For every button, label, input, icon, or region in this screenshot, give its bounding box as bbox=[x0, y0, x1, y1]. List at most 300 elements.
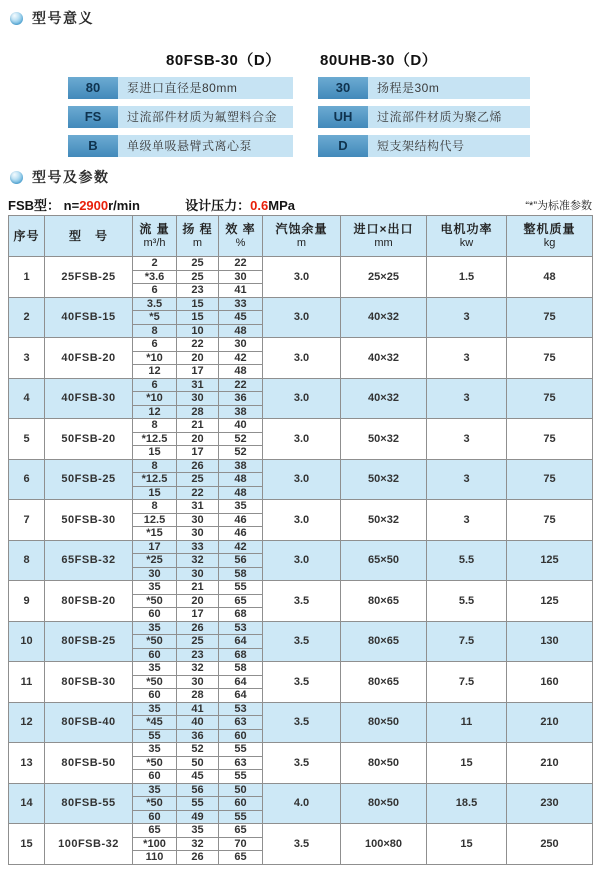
cell-npsh: 3.0 bbox=[263, 540, 341, 581]
col-serial: 序号 bbox=[9, 216, 45, 257]
cell-eff: 46 bbox=[219, 527, 263, 541]
cell-eff: 38 bbox=[219, 459, 263, 473]
cell-weight: 230 bbox=[507, 783, 593, 824]
cell-flow: *100 bbox=[133, 837, 177, 851]
cell-head: 36 bbox=[177, 729, 219, 743]
cell-power: 3 bbox=[427, 338, 507, 379]
cell-npsh: 3.5 bbox=[263, 581, 341, 622]
cell-ports: 50×32 bbox=[341, 459, 427, 500]
cell-power: 5.5 bbox=[427, 581, 507, 622]
cell-serial: 6 bbox=[9, 459, 45, 500]
row-group bbox=[9, 378, 593, 419]
cell-serial: 2 bbox=[9, 297, 45, 338]
cell-eff: 42 bbox=[219, 351, 263, 365]
cell-flow: 35 bbox=[133, 581, 177, 595]
cell-flow: *50 bbox=[133, 594, 177, 608]
cell-eff: 48 bbox=[219, 486, 263, 500]
col-head: 扬 程 m bbox=[177, 216, 219, 257]
section-bullet-icon bbox=[10, 12, 23, 25]
cell-eff: 55 bbox=[219, 810, 263, 824]
section-title: 型号及参数 bbox=[32, 169, 110, 185]
sub-row bbox=[9, 743, 593, 757]
cell-eff: 70 bbox=[219, 837, 263, 851]
cell-flow: 35 bbox=[133, 743, 177, 757]
cell-power: 5.5 bbox=[427, 540, 507, 581]
legend-description: 泵进口直径是80mm bbox=[118, 77, 293, 99]
cell-flow: 35 bbox=[133, 621, 177, 635]
cell-npsh: 3.0 bbox=[263, 257, 341, 298]
row-group bbox=[9, 540, 593, 581]
cell-serial: 7 bbox=[9, 500, 45, 541]
cell-flow: *15 bbox=[133, 527, 177, 541]
col-npsh: 汽蚀余量 m bbox=[263, 216, 341, 257]
cell-ports: 50×32 bbox=[341, 500, 427, 541]
cell-model: 100FSB-32 bbox=[45, 824, 133, 865]
cell-eff: 65 bbox=[219, 851, 263, 865]
cell-weight: 75 bbox=[507, 500, 593, 541]
cell-npsh: 3.0 bbox=[263, 378, 341, 419]
cell-eff: 58 bbox=[219, 567, 263, 581]
cell-serial: 10 bbox=[9, 621, 45, 662]
legend-code-box: 80 bbox=[68, 77, 118, 99]
cell-weight: 210 bbox=[507, 702, 593, 743]
cell-eff: 46 bbox=[219, 513, 263, 527]
cell-head: 30 bbox=[177, 567, 219, 581]
legend-code-box: B bbox=[68, 135, 118, 157]
cell-serial: 11 bbox=[9, 662, 45, 703]
sub-row bbox=[9, 662, 593, 676]
cell-serial: 5 bbox=[9, 419, 45, 460]
cell-head: 10 bbox=[177, 324, 219, 338]
row-group bbox=[9, 257, 593, 298]
cell-flow: 35 bbox=[133, 662, 177, 676]
cell-npsh: 3.0 bbox=[263, 459, 341, 500]
header-row bbox=[9, 216, 593, 257]
cell-weight: 210 bbox=[507, 743, 593, 784]
cell-ports: 65×50 bbox=[341, 540, 427, 581]
section-params-header bbox=[10, 167, 110, 187]
section-model-meaning-header bbox=[10, 8, 94, 28]
cell-flow: 6 bbox=[133, 338, 177, 352]
cell-head: 17 bbox=[177, 446, 219, 460]
cell-power: 11 bbox=[427, 702, 507, 743]
cell-weight: 75 bbox=[507, 297, 593, 338]
col-ports: 进口×出口 mm bbox=[341, 216, 427, 257]
cell-flow: 60 bbox=[133, 810, 177, 824]
sub-row bbox=[9, 378, 593, 392]
cell-flow: 8 bbox=[133, 500, 177, 514]
cell-model: 40FSB-15 bbox=[45, 297, 133, 338]
cell-weight: 75 bbox=[507, 419, 593, 460]
cell-flow: 110 bbox=[133, 851, 177, 865]
sub-row bbox=[9, 702, 593, 716]
cell-eff: 55 bbox=[219, 770, 263, 784]
cell-eff: 64 bbox=[219, 675, 263, 689]
cell-eff: 35 bbox=[219, 500, 263, 514]
cell-ports: 100×80 bbox=[341, 824, 427, 865]
cell-head: 35 bbox=[177, 824, 219, 838]
cell-head: 20 bbox=[177, 432, 219, 446]
row-group bbox=[9, 459, 593, 500]
cell-serial: 1 bbox=[9, 257, 45, 298]
sub-row bbox=[9, 419, 593, 433]
cell-head: 40 bbox=[177, 716, 219, 730]
cell-model: 40FSB-30 bbox=[45, 378, 133, 419]
cell-head: 28 bbox=[177, 405, 219, 419]
cell-head: 15 bbox=[177, 311, 219, 325]
row-group bbox=[9, 621, 593, 662]
cell-weight: 125 bbox=[507, 540, 593, 581]
cell-model: 65FSB-32 bbox=[45, 540, 133, 581]
sub-row bbox=[9, 621, 593, 635]
cell-eff: 42 bbox=[219, 540, 263, 554]
cell-eff: 52 bbox=[219, 446, 263, 460]
cell-eff: 68 bbox=[219, 648, 263, 662]
cell-flow: 8 bbox=[133, 419, 177, 433]
cell-head: 25 bbox=[177, 257, 219, 271]
legend-column-uhb bbox=[318, 77, 530, 164]
cell-ports: 80×65 bbox=[341, 621, 427, 662]
sub-row bbox=[9, 824, 593, 838]
cell-head: 41 bbox=[177, 702, 219, 716]
cell-npsh: 3.5 bbox=[263, 743, 341, 784]
cell-eff: 64 bbox=[219, 689, 263, 703]
cell-flow: *50 bbox=[133, 797, 177, 811]
cell-head: 22 bbox=[177, 338, 219, 352]
cell-serial: 15 bbox=[9, 824, 45, 865]
cell-flow: 12.5 bbox=[133, 513, 177, 527]
cell-eff: 45 bbox=[219, 311, 263, 325]
cell-eff: 53 bbox=[219, 702, 263, 716]
cell-ports: 40×32 bbox=[341, 297, 427, 338]
cell-eff: 48 bbox=[219, 473, 263, 487]
cell-serial: 12 bbox=[9, 702, 45, 743]
cell-model: 80FSB-40 bbox=[45, 702, 133, 743]
cell-eff: 56 bbox=[219, 554, 263, 568]
cell-head: 30 bbox=[177, 392, 219, 406]
cell-head: 49 bbox=[177, 810, 219, 824]
cell-head: 26 bbox=[177, 459, 219, 473]
legend-row bbox=[318, 77, 530, 99]
model-heading-uhb: 80UHB-30（D） bbox=[320, 52, 438, 69]
row-group bbox=[9, 338, 593, 379]
cell-head: 56 bbox=[177, 783, 219, 797]
spec-table bbox=[8, 215, 593, 865]
cell-eff: 48 bbox=[219, 365, 263, 379]
cell-head: 23 bbox=[177, 284, 219, 298]
cell-ports: 80×65 bbox=[341, 581, 427, 622]
cell-flow: *10 bbox=[133, 392, 177, 406]
cell-head: 25 bbox=[177, 473, 219, 487]
cell-eff: 65 bbox=[219, 594, 263, 608]
sub-row bbox=[9, 338, 593, 352]
cell-ports: 80×65 bbox=[341, 662, 427, 703]
cell-model: 80FSB-20 bbox=[45, 581, 133, 622]
cell-head: 20 bbox=[177, 351, 219, 365]
cell-head: 22 bbox=[177, 486, 219, 500]
cell-flow: 8 bbox=[133, 459, 177, 473]
params-line bbox=[8, 195, 592, 213]
cell-head: 32 bbox=[177, 837, 219, 851]
cell-flow: 15 bbox=[133, 486, 177, 500]
cell-model: 80FSB-25 bbox=[45, 621, 133, 662]
cell-power: 7.5 bbox=[427, 662, 507, 703]
pressure-label: 设计压力： bbox=[185, 198, 251, 213]
legend-description: 短支架结构代号 bbox=[368, 135, 530, 157]
cell-power: 1.5 bbox=[427, 257, 507, 298]
cell-eff: 48 bbox=[219, 324, 263, 338]
cell-eff: 22 bbox=[219, 257, 263, 271]
cell-flow: *12.5 bbox=[133, 473, 177, 487]
legend-row bbox=[318, 106, 530, 128]
cell-eff: 36 bbox=[219, 392, 263, 406]
cell-flow: 30 bbox=[133, 567, 177, 581]
cell-eff: 53 bbox=[219, 621, 263, 635]
cell-npsh: 3.0 bbox=[263, 297, 341, 338]
cell-head: 25 bbox=[177, 270, 219, 284]
cell-eff: 60 bbox=[219, 797, 263, 811]
cell-eff: 65 bbox=[219, 824, 263, 838]
cell-power: 3 bbox=[427, 297, 507, 338]
legend-code-box: FS bbox=[68, 106, 118, 128]
cell-flow: 17 bbox=[133, 540, 177, 554]
cell-model: 80FSB-55 bbox=[45, 783, 133, 824]
pressure-value: 0.6 bbox=[250, 198, 269, 213]
row-group bbox=[9, 783, 593, 824]
cell-flow: *50 bbox=[133, 756, 177, 770]
legend-row bbox=[68, 106, 293, 128]
cell-head: 30 bbox=[177, 675, 219, 689]
cell-npsh: 3.5 bbox=[263, 662, 341, 703]
row-group bbox=[9, 702, 593, 743]
cell-serial: 9 bbox=[9, 581, 45, 622]
cell-head: 31 bbox=[177, 500, 219, 514]
sub-row bbox=[9, 783, 593, 797]
legend-column-fsb bbox=[68, 77, 293, 164]
cell-ports: 80×50 bbox=[341, 783, 427, 824]
cell-flow: *5 bbox=[133, 311, 177, 325]
cell-eff: 63 bbox=[219, 756, 263, 770]
legend-code-box: UH bbox=[318, 106, 368, 128]
cell-eff: 40 bbox=[219, 419, 263, 433]
cell-head: 32 bbox=[177, 554, 219, 568]
row-group bbox=[9, 297, 593, 338]
sub-row bbox=[9, 257, 593, 271]
cell-npsh: 3.0 bbox=[263, 419, 341, 460]
cell-head: 52 bbox=[177, 743, 219, 757]
cell-eff: 22 bbox=[219, 378, 263, 392]
pump-type-label: FSB型： bbox=[8, 198, 61, 213]
cell-serial: 14 bbox=[9, 783, 45, 824]
cell-head: 20 bbox=[177, 594, 219, 608]
cell-head: 17 bbox=[177, 608, 219, 622]
speed-prefix: n= bbox=[63, 198, 80, 213]
cell-weight: 48 bbox=[507, 257, 593, 298]
sub-row bbox=[9, 297, 593, 311]
cell-eff: 30 bbox=[219, 270, 263, 284]
cell-model: 40FSB-20 bbox=[45, 338, 133, 379]
cell-model: 25FSB-25 bbox=[45, 257, 133, 298]
cell-flow: *45 bbox=[133, 716, 177, 730]
cell-power: 15 bbox=[427, 743, 507, 784]
cell-eff: 38 bbox=[219, 405, 263, 419]
cell-head: 55 bbox=[177, 797, 219, 811]
cell-flow: 35 bbox=[133, 702, 177, 716]
cell-eff: 68 bbox=[219, 608, 263, 622]
cell-eff: 55 bbox=[219, 581, 263, 595]
sub-row bbox=[9, 459, 593, 473]
cell-head: 26 bbox=[177, 621, 219, 635]
cell-head: 17 bbox=[177, 365, 219, 379]
cell-power: 3 bbox=[427, 378, 507, 419]
cell-eff: 33 bbox=[219, 297, 263, 311]
sub-row bbox=[9, 500, 593, 514]
cell-npsh: 4.0 bbox=[263, 783, 341, 824]
cell-ports: 80×50 bbox=[341, 702, 427, 743]
cell-flow: 3.5 bbox=[133, 297, 177, 311]
model-heading-fsb: 80FSB-30（D） bbox=[166, 52, 281, 69]
standard-param-note: “*”为标准参数 bbox=[525, 200, 592, 212]
cell-flow: 8 bbox=[133, 324, 177, 338]
cell-weight: 130 bbox=[507, 621, 593, 662]
legend-row bbox=[68, 77, 293, 99]
cell-flow: *3.6 bbox=[133, 270, 177, 284]
cell-head: 32 bbox=[177, 662, 219, 676]
row-group bbox=[9, 500, 593, 541]
cell-flow: *25 bbox=[133, 554, 177, 568]
legend-row bbox=[68, 135, 293, 157]
cell-flow: 12 bbox=[133, 405, 177, 419]
cell-weight: 125 bbox=[507, 581, 593, 622]
cell-flow: *50 bbox=[133, 675, 177, 689]
cell-flow: 15 bbox=[133, 446, 177, 460]
cell-model: 80FSB-50 bbox=[45, 743, 133, 784]
cell-flow: 6 bbox=[133, 378, 177, 392]
cell-flow: *50 bbox=[133, 635, 177, 649]
cell-npsh: 3.0 bbox=[263, 500, 341, 541]
cell-eff: 64 bbox=[219, 635, 263, 649]
cell-weight: 250 bbox=[507, 824, 593, 865]
col-efficiency: 效 率 % bbox=[219, 216, 263, 257]
cell-npsh: 3.0 bbox=[263, 338, 341, 379]
cell-weight: 75 bbox=[507, 459, 593, 500]
section-bullet-icon bbox=[10, 171, 23, 184]
col-model: 型 号 bbox=[45, 216, 133, 257]
row-group bbox=[9, 824, 593, 865]
cell-head: 30 bbox=[177, 513, 219, 527]
cell-flow: 65 bbox=[133, 824, 177, 838]
cell-ports: 40×32 bbox=[341, 378, 427, 419]
cell-eff: 58 bbox=[219, 662, 263, 676]
cell-serial: 4 bbox=[9, 378, 45, 419]
cell-ports: 50×32 bbox=[341, 419, 427, 460]
cell-head: 45 bbox=[177, 770, 219, 784]
cell-flow: 60 bbox=[133, 770, 177, 784]
cell-model: 80FSB-30 bbox=[45, 662, 133, 703]
cell-head: 15 bbox=[177, 297, 219, 311]
cell-model: 50FSB-25 bbox=[45, 459, 133, 500]
legend-description: 扬程是30m bbox=[368, 77, 530, 99]
cell-weight: 75 bbox=[507, 338, 593, 379]
cell-power: 3 bbox=[427, 459, 507, 500]
cell-eff: 50 bbox=[219, 783, 263, 797]
cell-eff: 30 bbox=[219, 338, 263, 352]
cell-flow: 35 bbox=[133, 783, 177, 797]
cell-power: 3 bbox=[427, 500, 507, 541]
cell-npsh: 3.5 bbox=[263, 824, 341, 865]
cell-eff: 52 bbox=[219, 432, 263, 446]
cell-serial: 3 bbox=[9, 338, 45, 379]
cell-flow: 60 bbox=[133, 689, 177, 703]
cell-head: 26 bbox=[177, 851, 219, 865]
cell-head: 25 bbox=[177, 635, 219, 649]
cell-serial: 8 bbox=[9, 540, 45, 581]
cell-flow: *10 bbox=[133, 351, 177, 365]
legend-code-box: 30 bbox=[318, 77, 368, 99]
cell-head: 31 bbox=[177, 378, 219, 392]
cell-power: 7.5 bbox=[427, 621, 507, 662]
col-motor-power: 电机功率 kw bbox=[427, 216, 507, 257]
cell-head: 28 bbox=[177, 689, 219, 703]
cell-flow: 2 bbox=[133, 257, 177, 271]
cell-flow: *12.5 bbox=[133, 432, 177, 446]
row-group bbox=[9, 419, 593, 460]
sub-row bbox=[9, 540, 593, 554]
cell-model: 50FSB-30 bbox=[45, 500, 133, 541]
cell-weight: 75 bbox=[507, 378, 593, 419]
cell-head: 21 bbox=[177, 581, 219, 595]
cell-flow: 60 bbox=[133, 608, 177, 622]
cell-power: 18.5 bbox=[427, 783, 507, 824]
cell-eff: 41 bbox=[219, 284, 263, 298]
cell-head: 21 bbox=[177, 419, 219, 433]
cell-eff: 63 bbox=[219, 716, 263, 730]
cell-power: 15 bbox=[427, 824, 507, 865]
speed-suffix: r/min bbox=[108, 198, 140, 213]
legend-description: 过流部件材质为聚乙烯 bbox=[368, 106, 530, 128]
pressure-suffix: MPa bbox=[268, 198, 295, 213]
cell-npsh: 3.5 bbox=[263, 621, 341, 662]
spec-table-head bbox=[9, 216, 593, 257]
cell-serial: 13 bbox=[9, 743, 45, 784]
section-title: 型号意义 bbox=[32, 10, 94, 26]
row-group bbox=[9, 581, 593, 622]
row-group bbox=[9, 743, 593, 784]
sub-row bbox=[9, 581, 593, 595]
cell-ports: 80×50 bbox=[341, 743, 427, 784]
cell-weight: 160 bbox=[507, 662, 593, 703]
cell-eff: 60 bbox=[219, 729, 263, 743]
cell-npsh: 3.5 bbox=[263, 702, 341, 743]
cell-head: 30 bbox=[177, 527, 219, 541]
col-flow: 流 量 m³/h bbox=[133, 216, 177, 257]
cell-flow: 12 bbox=[133, 365, 177, 379]
speed-value: 2900 bbox=[79, 198, 109, 213]
legend-row bbox=[318, 135, 530, 157]
legend-code-box: D bbox=[318, 135, 368, 157]
cell-ports: 25×25 bbox=[341, 257, 427, 298]
cell-flow: 60 bbox=[133, 648, 177, 662]
cell-flow: 55 bbox=[133, 729, 177, 743]
legend-description: 单级单吸悬臂式离心泵 bbox=[118, 135, 293, 157]
cell-model: 50FSB-20 bbox=[45, 419, 133, 460]
row-group bbox=[9, 662, 593, 703]
cell-head: 33 bbox=[177, 540, 219, 554]
legend-description: 过流部件材质为氟塑料合金 bbox=[118, 106, 293, 128]
cell-flow: 6 bbox=[133, 284, 177, 298]
cell-head: 50 bbox=[177, 756, 219, 770]
cell-eff: 55 bbox=[219, 743, 263, 757]
